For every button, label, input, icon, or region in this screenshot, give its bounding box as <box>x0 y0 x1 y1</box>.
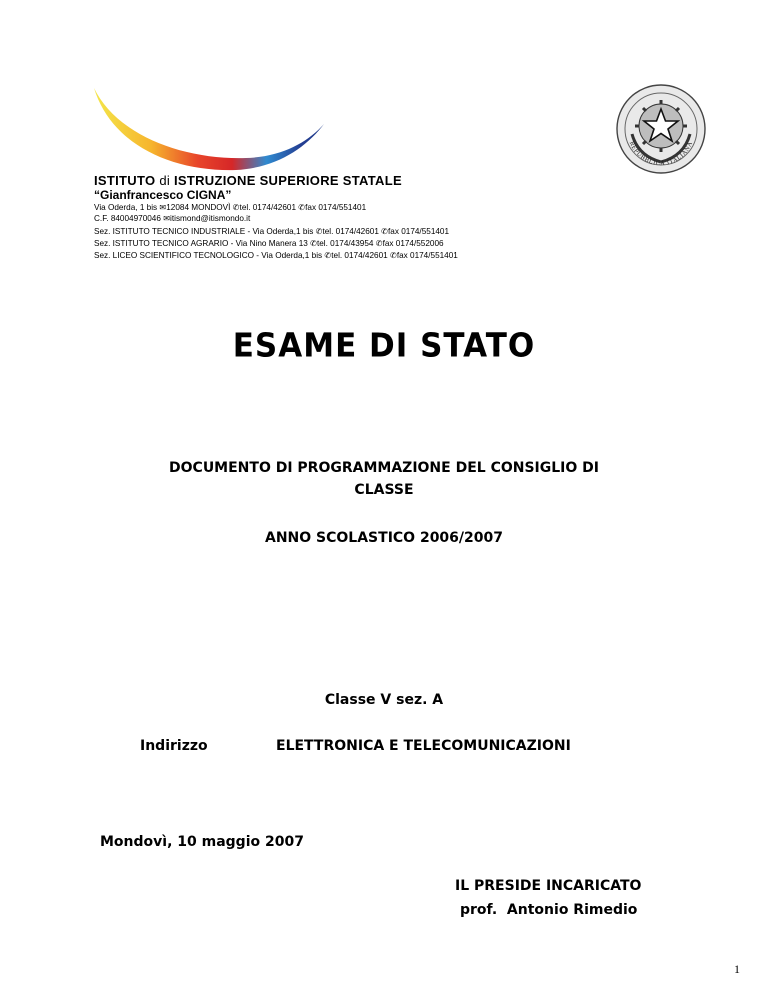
institute-name-di: di <box>159 173 171 188</box>
document-subtitle-line1: DOCUMENTO DI PROGRAMMAZIONE DEL CONSIGLIO DI <box>169 460 599 476</box>
address-line: Via Oderda, 1 bis ✉12084 MONDOVÌ ✆tel. 0174/42601 ✆fax 0174/551401 <box>94 203 367 212</box>
document-subtitle-line2: CLASSE <box>354 482 414 498</box>
institute-logo-swoosh <box>86 82 408 172</box>
institute-name-part2: ISTRUZIONE SUPERIORE STATALE <box>173 173 402 188</box>
signature-name: prof. Antonio Rimedio <box>460 902 638 918</box>
address-line: C.F. 84004970046 ✉itismond@itismondo.it <box>94 214 251 223</box>
seal-text: REPUBBLICA ITALIANA <box>627 140 695 168</box>
page-title: ESAME DI STATO <box>232 327 536 365</box>
institute-name <box>94 173 402 188</box>
institute-subname: “Gianfrancesco CIGNA” <box>94 188 232 202</box>
section-line: Sez. ISTITUTO TECNICO INDUSTRIALE - Via Oderda,1 bis ✆tel. 0174/42601 ✆fax 0174/551401 <box>94 227 450 236</box>
place-date: Mondovì, 10 maggio 2007 <box>100 834 304 850</box>
signature-role: IL PRESIDE INCARICATO <box>455 878 642 894</box>
school-year: ANNO SCOLASTICO 2006/2007 <box>265 530 503 546</box>
page-number: 1 <box>734 962 740 976</box>
section-line: Sez. LICEO SCIENTIFICO TECNOLOGICO - Via Oderda,1 bis ✆tel. 0174/42601 ✆fax 0174/551401 <box>94 251 458 260</box>
section-line: Sez. ISTITUTO TECNICO AGRARIO - Via Nino Manera 13 ✆tel. 0174/43954 ✆fax 0174/552006 <box>94 239 444 248</box>
class-label: Classe V sez. A <box>324 692 444 708</box>
italian-republic-seal-icon <box>614 82 708 176</box>
indirizzo-value: ELETTRONICA E TELECOMUNICAZIONI <box>276 738 571 754</box>
institute-name-part1: ISTITUTO <box>94 173 156 188</box>
indirizzo-label: Indirizzo <box>140 738 208 754</box>
